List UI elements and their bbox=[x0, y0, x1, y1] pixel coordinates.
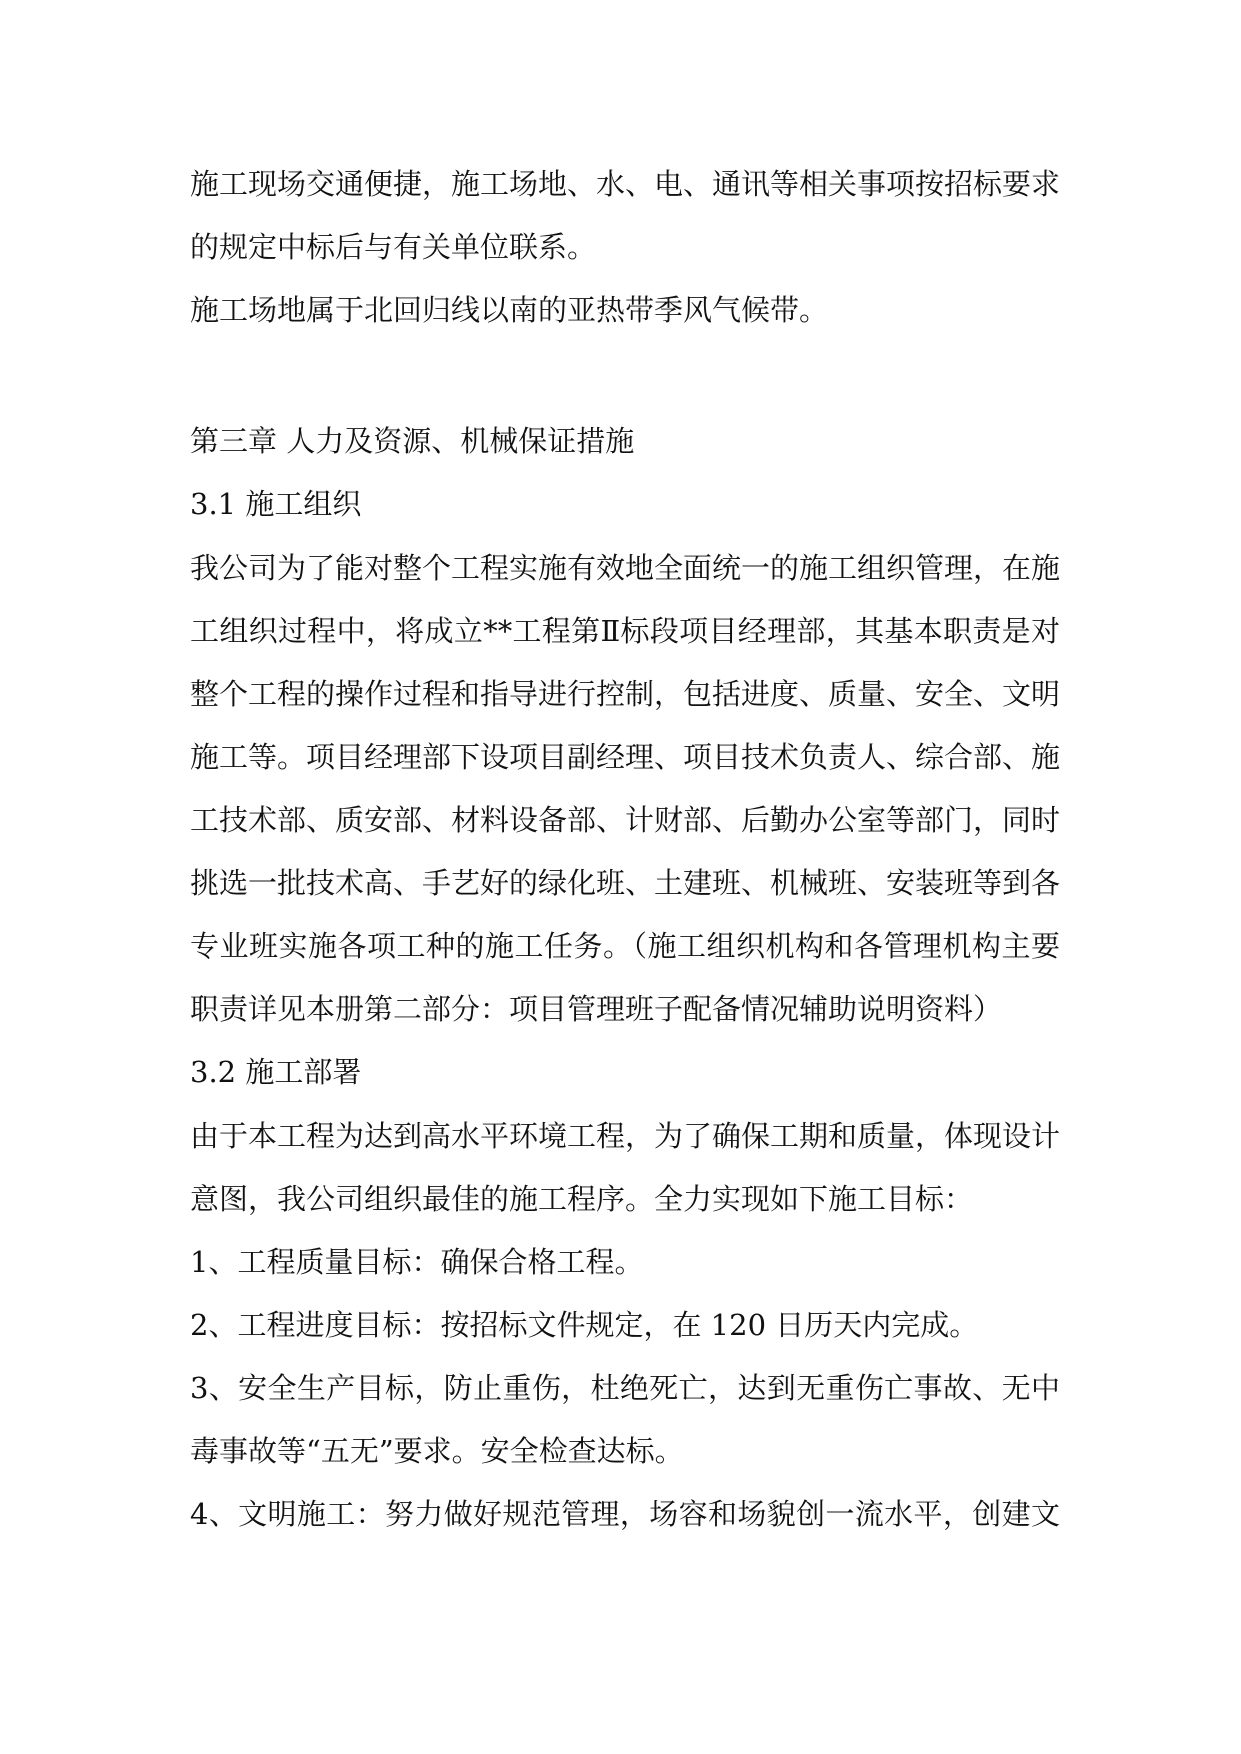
section-heading: 3.2 施工部署 bbox=[190, 1055, 362, 1089]
chapter-heading: 第三章 人力及资源、机械保证措施 bbox=[190, 424, 635, 458]
paragraph-line: 的规定中标后与有关单位联系。 bbox=[190, 230, 597, 264]
list-item: 2、工程进度目标：按招标文件规定，在 120 日历天内完成。 bbox=[190, 1308, 979, 1342]
paragraph-line: 工技术部、质安部、材料设备部、计财部、后勤办公室等部门，同时 bbox=[190, 803, 1061, 837]
paragraph-line: 施工等。项目经理部下设项目副经理、项目技术负责人、综合部、施 bbox=[190, 740, 1061, 774]
paragraph-line: 工组织过程中，将成立**工程第Ⅱ标段项目经理部，其基本职责是对 bbox=[190, 614, 1060, 648]
section-heading: 3.1 施工组织 bbox=[190, 487, 362, 521]
list-item: 1、工程质量目标：确保合格工程。 bbox=[190, 1245, 644, 1279]
paragraph-line: 职责详见本册第二部分：项目管理班子配备情况辅助说明资料） bbox=[190, 992, 1003, 1026]
paragraph-line: 施工现场交通便捷，施工场地、水、电、通讯等相关事项按招标要求 bbox=[190, 167, 1061, 201]
paragraph-line: 由于本工程为达到高水平环境工程，为了确保工期和质量，体现设计 bbox=[190, 1119, 1061, 1153]
list-item: 3、安全生产目标，防止重伤，杜绝死亡，达到无重伤亡事故、无中 bbox=[190, 1371, 1060, 1405]
paragraph-line: 整个工程的操作过程和指导进行控制，包括进度、质量、安全、文明 bbox=[190, 677, 1061, 711]
list-item: 4、文明施工：努力做好规范管理，场容和场貌创一流水平，创建文 bbox=[190, 1497, 1060, 1531]
paragraph-line: 挑选一批技术高、手艺好的绿化班、土建班、机械班、安装班等到各 bbox=[190, 866, 1061, 900]
list-item-continuation: 毒事故等“五无”要求。安全检查达标。 bbox=[190, 1434, 684, 1468]
paragraph-line: 施工场地属于北回归线以南的亚热带季风气候带。 bbox=[190, 293, 829, 327]
paragraph-line: 专业班实施各项工种的施工任务。（施工组织机构和各管理机构主要 bbox=[190, 929, 1060, 963]
paragraph-line: 我公司为了能对整个工程实施有效地全面统一的施工组织管理，在施 bbox=[190, 551, 1061, 585]
paragraph-line: 意图，我公司组织最佳的施工程序。全力实现如下施工目标： bbox=[190, 1182, 974, 1216]
